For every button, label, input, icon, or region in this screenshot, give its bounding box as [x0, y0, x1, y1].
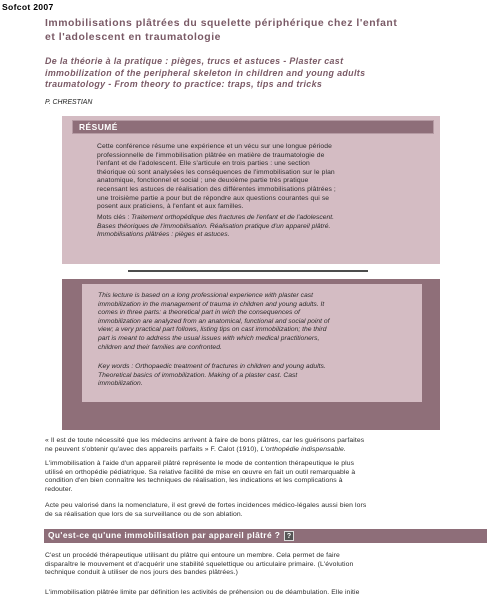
- journal-tag: Sofcot 2007: [2, 2, 54, 12]
- nomenclature-paragraph: [45, 502, 485, 519]
- subtitle-line: immobilization of the peripheral skeleton in children and young adults: [45, 67, 366, 78]
- abstract-keywords: [98, 363, 404, 389]
- paragraph-line: L'immobilisation plâtrée limite par définition les activités de préhension ou de déambulation. Elle initie: [45, 589, 360, 596]
- abstract-line: This lecture is based on a long professional experience with plaster cast: [98, 292, 313, 299]
- subtitle-line: De la théorie à la pratique : pièges, trucs et astuces - Plaster cast: [45, 56, 344, 66]
- article-subtitle: [45, 56, 485, 91]
- question-mark-icon[interactable]: ?: [284, 531, 294, 541]
- resume-line: une troisième partie a pour but de répondre aux questions courantes qui se: [97, 194, 330, 202]
- paragraph-line: de sa réalisation que lors de sa surveillance ou de son ablation.: [45, 510, 243, 518]
- paragraph-line: redouter.: [45, 485, 73, 493]
- resume-line: professionnelle de l'immobilisation plâtrée en matière de traumatologie de: [97, 151, 325, 159]
- section-divider: [128, 270, 368, 272]
- calot-quote: [45, 437, 485, 454]
- abstract-line: immobilization in the management of trauma in children and young adults. It: [98, 300, 325, 308]
- keywords-line: Key words : Orthopaedic treatment of fractures in children and young adults.: [98, 363, 326, 370]
- abstract-line: immobilization are analyzed from an anatomical, functional and social point of: [98, 317, 330, 325]
- paragraph-line: technique conduit à utiliser de nos jours des bandes plâtrées.): [45, 569, 238, 577]
- resume-text: [97, 143, 402, 212]
- title-line: et l'adolescent en traumatologie: [45, 31, 221, 43]
- limitation-paragraph: [45, 589, 485, 598]
- article-title: [45, 17, 485, 44]
- abstract-line: children and their families are confronted.: [98, 343, 222, 351]
- resume-box: [62, 116, 440, 264]
- paragraph-line: Acte peu valorisé dans la nomenclature, il est grevé de fortes incidences médico-légales aussi bien lors: [45, 502, 367, 509]
- resume-header: [72, 120, 434, 134]
- intro-paragraph: [45, 460, 485, 494]
- keywords-line: Theoretical basics of immobilization. Making of a plaster cast. Cast: [98, 371, 298, 379]
- paragraph-line: condition d'en bien connaître les techniques de réalisation, les indications et les complications à: [45, 477, 343, 485]
- subtitle-line: traumatology - From theory to practice: traps, tips and tricks: [45, 79, 323, 89]
- paragraph-line: L'immobilisation à l'aide d'un appareil plâtré représente le mode de contention thérapeutique le plus: [45, 460, 355, 467]
- paragraph-line: utilisé en orthopédie pédiatrique. Sa relative facilité de mise en œuvre en fait un outil remarquable à: [45, 468, 356, 476]
- resume-line: l'enfant et de l'adolescent. Elle s'articule en trois parties : une section: [97, 160, 310, 168]
- abstract-box: [62, 279, 440, 430]
- resume-keywords: [97, 214, 402, 240]
- keywords-line: immobilization.: [98, 380, 143, 388]
- section-header: [44, 529, 487, 543]
- resume-line: recensant les astuces de réalisation des différentes immobilisations plâtrées ;: [97, 185, 336, 193]
- resume-line: théorique où sont analysées les conséquences de l'immobilisation sur le plan: [97, 168, 335, 176]
- resume-line: anatomique, fonctionnel et social ; une deuxième partie très pratique: [97, 177, 309, 185]
- quote-line: ne peuvent s'obtenir qu'avec des appareils parfaits » F. Calot (1910), L'orthopédie indispensable.: [45, 445, 346, 453]
- keywords-text: Traitement orthopédique des fractures de l'enfant et de l'adolescent.: [131, 214, 334, 221]
- resume-line: Cette conférence résume une expérience et un vécu sur une longue période: [97, 143, 332, 150]
- quote-line: « Il est de toute nécessité que les médecins arrivent à faire de bons plâtres, car les guérisons parfaites: [45, 437, 365, 444]
- resume-line: posent aux praticiens, à l'enfant et aux familles.: [97, 203, 244, 211]
- abstract-line: part is meant to address the usual issues with which medical practitioners,: [98, 334, 320, 342]
- abstract-text: [98, 292, 404, 352]
- section-title: Qu'est-ce qu'une immobilisation par appareil plâtré ?: [48, 530, 281, 540]
- keywords-line: [97, 214, 402, 223]
- book-title: L'orthopédie indispensable.: [260, 445, 346, 453]
- definition-paragraph: [45, 552, 485, 578]
- title-line: Immobilisations plâtrées du squelette périphérique chez l'enfant: [45, 18, 398, 29]
- keywords-line: Bases théoriques de l'immobilisation. Réalisation pratique d'un appareil plâtré.: [97, 222, 331, 230]
- resume-label: RÉSUMÉ: [79, 122, 118, 132]
- paragraph-line: C'est un procédé thérapeutique utilisant du plâtre qui entoure un membre. Cela permet de faire: [45, 552, 340, 559]
- author-name: P. CHRESTIAN: [45, 99, 93, 106]
- keywords-line: Immobilisations plâtrées : pièges et astuces.: [97, 231, 230, 239]
- abstract-line: view; a very practical part follows, listing tips on cast immobilization; the third: [98, 326, 327, 334]
- paragraph-line: disparaître le mouvement et d'acquérir une stabilité squelettique ou articulaire primaire. (L'évolution: [45, 560, 354, 568]
- keywords-label: Mots clés :: [97, 214, 132, 221]
- abstract-line: comes in three parts: a theoretical part in wich the consequences of: [98, 309, 300, 317]
